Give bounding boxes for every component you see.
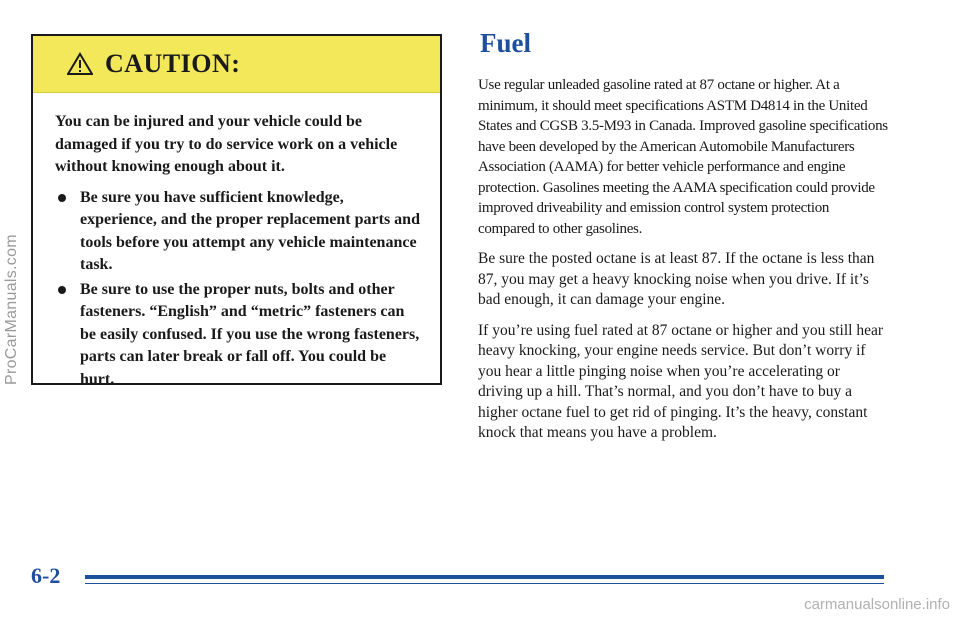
- fuel-section: [478, 28, 888, 454]
- footer-rule: [85, 575, 884, 579]
- caution-title: CAUTION:: [105, 49, 241, 78]
- bullet-dot-icon: [58, 286, 66, 294]
- bottom-watermark: carmanualsonline.info: [804, 596, 950, 613]
- caution-intro: You can be injured and your vehicle could be damaged if you try to do service work on a vehicle without knowing enough about it.: [55, 113, 398, 175]
- page-number: 6-2: [31, 563, 61, 588]
- caution-bullet-text: Be sure to use the proper nuts, bolts and other fasteners. “English” and “metric” fasteners can be easily confused. If you use the wrong fasteners, parts can later break or fall off. You could be hurt.: [80, 280, 420, 388]
- footer-rule-thin: [85, 583, 884, 584]
- caution-bullet-text: Be sure you have sufficient knowledge, experience, and the proper replacement parts and tools before you attempt any vehicle maintenance task.: [80, 188, 420, 273]
- caution-body: [33, 93, 440, 391]
- side-watermark: ProCarManuals.com: [3, 234, 20, 386]
- caution-box: [31, 34, 442, 388]
- warning-triangle-icon: [67, 52, 93, 76]
- bullet-dot-icon: [58, 194, 66, 202]
- fuel-paragraph: If you’re using fuel rated at 87 octane or higher and you still hear heavy knocking, your engine needs service. But don’t worry if you hear a little pinging noise when you’re accelerating or driving up a hill. That’s normal, and you don’t have to buy a higher octane fuel to get rid of pinging. It’s the heavy, constant knock that means you have a problem.: [478, 321, 884, 441]
- caution-header: [33, 36, 440, 93]
- fuel-heading: Fuel: [480, 28, 531, 58]
- caution-bullet: [55, 279, 424, 392]
- fuel-paragraph: Be sure the posted octane is at least 87. If the octane is less than 87, you may get a heavy knocking noise when you drive. If it’s bad enough, it can damage your engine.: [478, 250, 875, 308]
- caution-bullet: [55, 187, 424, 277]
- fuel-paragraph: Use regular unleaded gasoline rated at 87 octane or higher. At a minimum, it should meet specifications ASTM D4814 in the United States and CGSB 3.5-M93 in Canada. Improved gasoline specifications have been developed by the American Automobile Manufacturers Association (AAMA) for better vehicle performance and engine protection. Gasolines meeting the AAMA specification could provide improved driveability and emission control system protection compared to other gasolines.: [478, 77, 888, 237]
- caution-bullets: [55, 187, 424, 392]
